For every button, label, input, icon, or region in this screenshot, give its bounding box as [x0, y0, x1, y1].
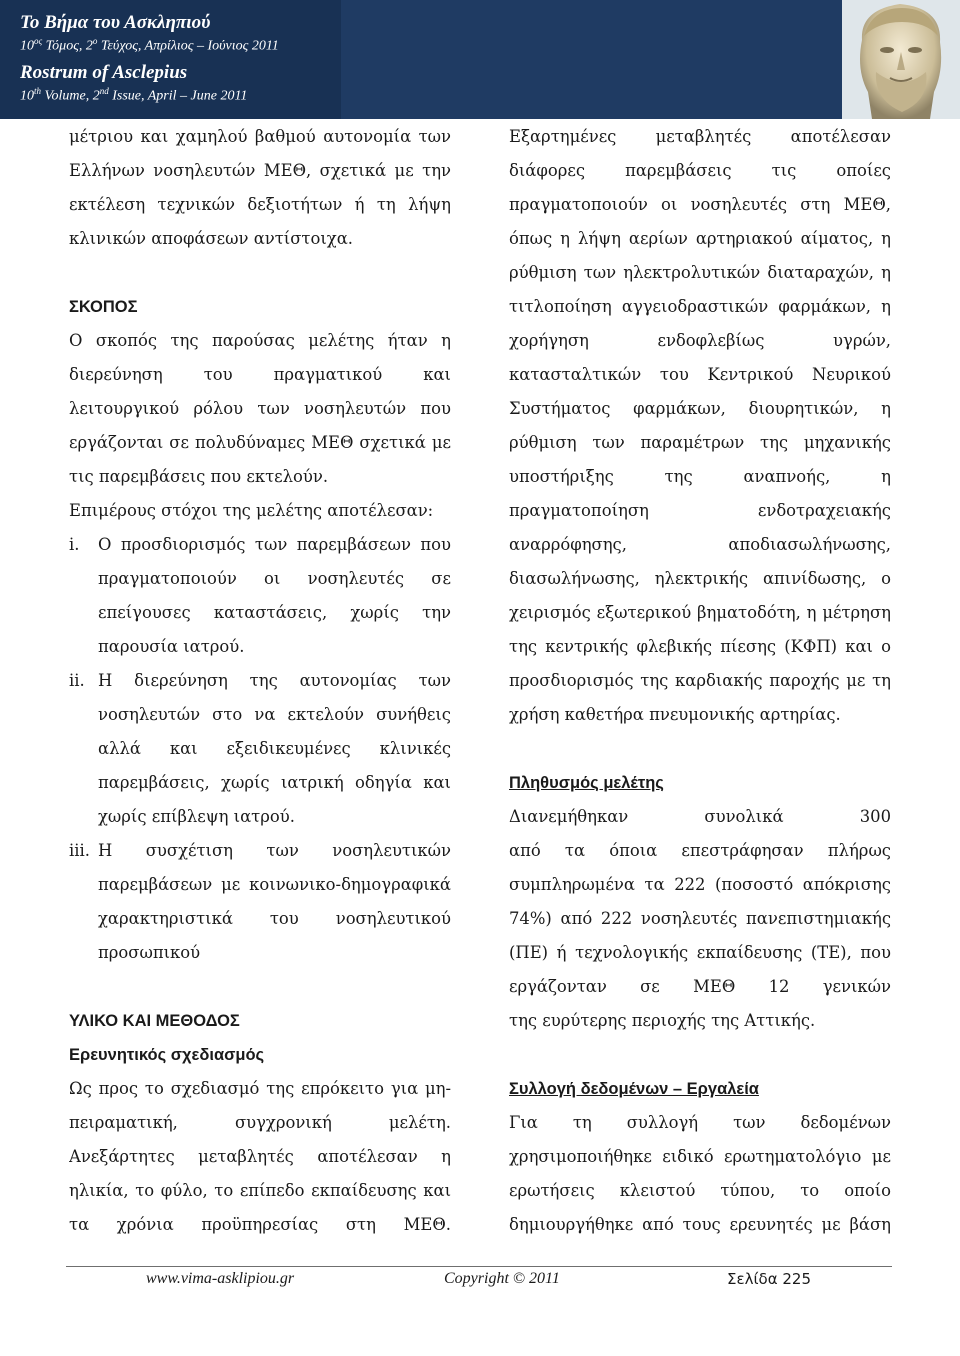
- objective-item-line: [69, 868, 451, 902]
- body-text-line: κατασταλτικών του Κεντρικού Νευρικού: [509, 365, 891, 384]
- objective-text: χαρακτηριστικά του νοσηλευτικού: [98, 909, 451, 928]
- objective-number: iii.: [69, 841, 90, 860]
- objective-text: Ο προσδιορισμός των παρεμβάσεων που: [98, 535, 451, 554]
- objective-text: νοσηλευτών στο να εκτελούν συνήθεις: [98, 705, 451, 724]
- body-text-line: Ως προς το σχεδιασμό της επρόκειτο για μη-: [69, 1079, 451, 1098]
- subsection-heading-population: Πληθυσμός μελέτης: [509, 774, 664, 792]
- right-column: [509, 120, 891, 1242]
- journal-header: [0, 0, 960, 119]
- body-text-line: διάφορες παρεμβάσεις τις οποίες: [509, 161, 891, 180]
- subsection-heading-collection: Συλλογή δεδομένων – Εργαλεία: [509, 1080, 759, 1098]
- body-text-line: όπως η λήψη αερίων αρτηριακού αίματος, η: [509, 229, 891, 248]
- body-text-line: Για τη συλλογή των δεδομένων: [509, 1113, 891, 1132]
- body-text-line: υποστήριξης της αναπνοής, η: [509, 467, 891, 486]
- body-text-line: εκτέλεση τεχνικών δεξιοτήτων ή τη λήψη: [69, 195, 451, 214]
- body-text-line: ερωτήσεις κλειστού τύπου, το οποίο: [509, 1181, 891, 1200]
- body-text-line: Επιμέρους στόχοι της μελέτης αποτέλεσαν:: [69, 501, 434, 520]
- objective-text: επείγουσες καταστάσεις, χωρίς την: [98, 603, 451, 622]
- body-text-line: μέτριου και χαμηλού βαθμού αυτονομία των: [69, 127, 451, 146]
- objective-item-line: [69, 698, 451, 732]
- body-text-line: χρησιμοποιήθηκε ειδικό ερωτηματολόγιο με: [509, 1147, 891, 1166]
- body-text-line: Ανεξάρτητες μεταβλητές αποτέλεσαν η: [69, 1147, 451, 1166]
- body-text-line: Συστήματος φαρμάκων, διουρητικών, η: [509, 399, 891, 418]
- objective-text: χωρίς επίβλεψη ιατρού.: [98, 807, 295, 826]
- body-text-line: ηλικία, το φύλο, το επίπεδο εκπαίδευσης και: [69, 1181, 451, 1200]
- footer-page-number: Σελίδα 225: [727, 1270, 812, 1288]
- section-heading-aim: ΣΚΟΠΟΣ: [69, 298, 138, 316]
- spacer: [509, 1038, 891, 1072]
- body-text-line: χειρισμός εξωτερικού βηματοδότη, η μέτρηση: [509, 603, 891, 622]
- body-text-line: 74%) από 222 νοσηλευτές πανεπιστημιακής: [509, 909, 891, 928]
- objective-text: παρεμβάσεις, χωρίς ιατρική οδηγία και: [98, 773, 451, 792]
- objective-item-line: [69, 732, 451, 766]
- body-text-line: ρύθμιση των παραμέτρων της μηχανικής: [509, 433, 891, 452]
- body-text-line: κλινικών αποφάσεων αντίστοιχα.: [69, 229, 353, 248]
- body-text-line: ρύθμιση των ηλεκτρολυτικών διαταραχών, η: [509, 263, 891, 282]
- body-text-line: Ελλήνων νοσηλευτών ΜΕΘ, σχετικά με την: [69, 161, 451, 180]
- objective-item-line: [69, 630, 451, 664]
- footer-rule: [66, 1266, 892, 1267]
- body-text-line: της ευρύτερης περιοχής της Αττικής.: [509, 1011, 816, 1030]
- spacer: [69, 256, 451, 290]
- body-text-line: αναρρόφησης, αποδιασωλήνωσης,: [509, 535, 891, 554]
- objective-text: παρουσία ιατρού.: [98, 637, 245, 656]
- objective-number: ii.: [69, 671, 85, 690]
- footer-url[interactable]: www.vima-asklipiou.gr: [146, 1270, 295, 1287]
- objective-item-line: [69, 664, 451, 698]
- objective-text: αλλά και εξειδικευμένες κλινικές: [98, 739, 451, 758]
- objective-text: πραγματοποιούν οι νοσηλευτές σε: [98, 569, 451, 588]
- objective-item-line: [69, 766, 451, 800]
- body-text-line: λειτουργικού ρόλου των νοσηλευτών που: [69, 399, 451, 418]
- objective-item-line: [69, 800, 451, 834]
- footer-copyright: Copyright © 2011: [444, 1270, 560, 1287]
- body-text-line: εργάζονταν σε ΜΕΘ 12 γενικών: [509, 977, 891, 996]
- objective-item-line: [69, 902, 451, 936]
- journal-greek-title: Το Βήμα του Ασκληπιού: [20, 12, 211, 33]
- body-text-line: προσδιορισμός της καρδιακής παροχής με τη: [509, 671, 891, 690]
- body-text-line: διασωλήνωσης, ηλεκτρικής απινίδωσης, ο: [509, 569, 891, 588]
- body-text-line: τα χρόνια προϋπηρεσίας στη ΜΕΘ.: [69, 1215, 451, 1234]
- objective-item-line: [69, 936, 451, 970]
- body-text-line: εργάζονται σε πολυδύναμες ΜΕΘ σχετικά με: [69, 433, 451, 452]
- objective-text: Η διερεύνηση της αυτονομίας των: [98, 671, 451, 690]
- objective-item-line: [69, 562, 451, 596]
- journal-greek-issue: $10^{o\varsigma}$ Τόμος, $2^o$ Τεύχος, Απρίλιος – Ιούνιος 2011: [20, 36, 279, 54]
- body-text-line: χρήση καθετήρα πνευμονικής αρτηρίας.: [509, 705, 841, 724]
- body-text-line: της κεντρικής φλεβικής πίεσης (ΚΦΠ) και ο: [509, 637, 891, 656]
- body-text-line: πραγματοποιούν οι νοσηλευτές στη ΜΕΘ,: [509, 195, 891, 214]
- objective-text: προσωπικού: [98, 943, 201, 962]
- spacer: [509, 732, 891, 766]
- subsection-heading-design: Ερευνητικός σχεδιασμός: [69, 1046, 265, 1064]
- body-text-line: δημιουργήθηκε από τους ερευνητές με βάση: [509, 1215, 891, 1234]
- objective-text: Η συσχέτιση των νοσηλευτικών: [98, 841, 451, 860]
- body-text-line: χορήγηση ενδοφλεβίως υγρών,: [509, 331, 891, 350]
- body-text-line: τιτλοποίηση αγγειοδραστικών φαρμάκων, η: [509, 297, 891, 316]
- asclepius-bust-icon: [842, 0, 960, 119]
- body-text-line: Εξαρτημένες μεταβλητές αποτέλεσαν: [509, 127, 891, 146]
- body-text-line: πειραματική, συγχρονική μελέτη.: [69, 1113, 451, 1132]
- body-text-line: πραγματοποίηση ενδοτραχειακής: [509, 501, 891, 520]
- spacer: [69, 970, 451, 1004]
- body-text-line: Διανεμήθηκαν συνολικά 300: [509, 807, 891, 826]
- body-text-line: διερεύνηση του πραγματικού και: [69, 365, 451, 384]
- body-text-line: συμπληρωμένα τα 222 (ποσοστό απόκρισης: [509, 875, 891, 894]
- objective-number: i.: [69, 535, 80, 554]
- body-text-line: (ΠΕ) ή τεχνολογικής εκπαίδευσης (ΤΕ), που: [509, 943, 891, 962]
- objective-text: παρεμβάσεων με κοινωνικο-δημογραφικά: [98, 875, 451, 894]
- body-text-line: από τα όποια επεστράφησαν πλήρως: [509, 841, 891, 860]
- objective-item-line: [69, 528, 451, 562]
- body-text-line: Ο σκοπός της παρούσας μελέτης ήταν η: [69, 331, 451, 350]
- journal-english-title: Rostrum of Asclepius: [20, 62, 188, 83]
- objective-item-line: [69, 834, 451, 868]
- section-heading-methods: ΥΛΙΚΟ ΚΑΙ ΜΕΘΟΔΟΣ: [69, 1012, 240, 1030]
- objective-item-line: [69, 596, 451, 630]
- journal-english-issue: 10th Volume, 2nd Issue, April – June 2011: [20, 86, 248, 104]
- body-text-line: τις παρεμβάσεις που εκτελούν.: [69, 467, 329, 486]
- left-column: [69, 120, 451, 1242]
